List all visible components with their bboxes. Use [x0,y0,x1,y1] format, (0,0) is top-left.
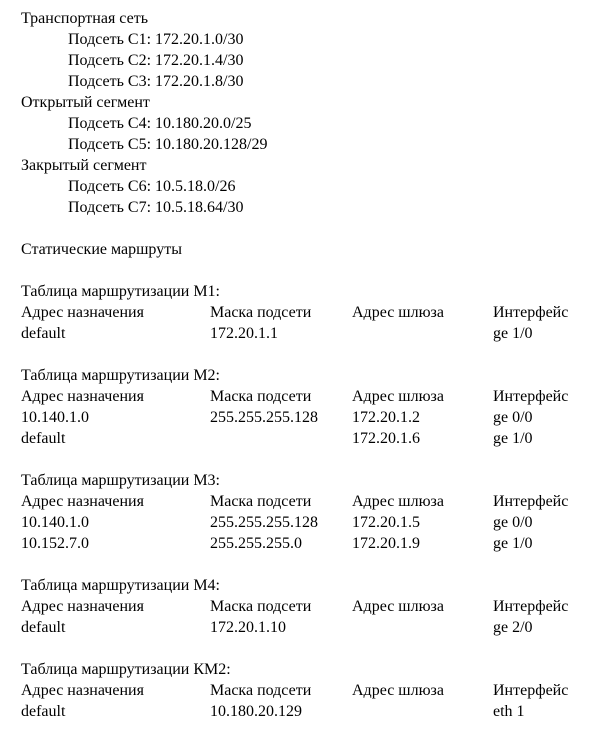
network-section [21,92,601,155]
network-sections [21,8,601,218]
table-header-row [21,680,601,701]
subnet-line: Подсеть С4: 10.180.20.0/25 [68,115,252,132]
column-header: Адрес шлюза [352,388,444,405]
column-header: Маска подсети [210,304,312,321]
column-header: Адрес назначения [21,388,144,405]
column-header: Интерфейс [493,598,569,615]
column-header: Интерфейс [493,388,569,405]
subnet-line: Подсеть С5: 10.180.20.128/29 [68,136,268,153]
table-cell: 10.140.1.0 [21,514,89,531]
table-cell: ge 2/0 [493,619,533,636]
table-cell: ge 1/0 [493,430,533,447]
table-row [21,512,601,533]
column-header: Адрес шлюза [352,493,444,510]
table-row [21,701,601,722]
table-title: Таблица маршрутизации КМ2: [21,661,231,678]
column-header: Интерфейс [493,304,569,321]
table-title: Таблица маршрутизации М2: [21,367,220,384]
column-header: Интерфейс [493,682,569,699]
table-cell: 10.180.20.129 [210,703,302,720]
column-header: Адрес шлюза [352,304,444,321]
table-cell: default [21,325,66,342]
spacer [21,449,601,470]
table-header-row [21,491,601,512]
routing-table [21,260,601,344]
table-cell: 172.20.1.10 [210,619,286,636]
table-cell: default [21,703,66,720]
table-cell: eth 1 [493,703,525,720]
routing-table [21,449,601,554]
table-cell: 10.152.7.0 [21,535,89,552]
table-cell: 255.255.255.128 [210,514,318,531]
table-row [21,428,601,449]
document [21,8,601,722]
subnet-line: Подсеть С2: 172.20.1.4/30 [68,52,244,69]
spacer [21,554,601,575]
table-cell: default [21,619,66,636]
routing-table [21,554,601,638]
table-row [21,407,601,428]
subnet-line: Подсеть С6: 10.5.18.0/26 [68,178,236,195]
table-header-row [21,302,601,323]
column-header: Адрес назначения [21,682,144,699]
subnet-line: Подсеть С7: 10.5.18.64/30 [68,199,244,216]
routing-table [21,344,601,449]
column-header: Маска подсети [210,598,312,615]
table-cell: 172.20.1.5 [352,514,420,531]
table-cell: ge 0/0 [493,409,533,426]
spacer [21,260,601,281]
column-header: Адрес шлюза [352,598,444,615]
network-section [21,8,601,92]
table-header-row [21,386,601,407]
network-section [21,155,601,218]
column-header: Маска подсети [210,682,312,699]
column-header: Адрес назначения [21,598,144,615]
table-row [21,323,601,344]
spacer [21,638,601,659]
table-cell: 172.20.1.2 [352,409,420,426]
subnet-line: Подсеть С1: 172.20.1.0/30 [68,31,244,48]
table-row [21,533,601,554]
column-header: Адрес шлюза [352,682,444,699]
section-title: Открытый сегмент [21,94,150,111]
subnet-line: Подсеть С3: 172.20.1.8/30 [68,73,244,90]
column-header: Адрес назначения [21,493,144,510]
table-header-row [21,596,601,617]
table-row [21,617,601,638]
table-cell: 172.20.1.9 [352,535,420,552]
routing-table [21,638,601,722]
table-title: Таблица маршрутизации М3: [21,472,220,489]
routing-tables [21,260,601,722]
spacer [21,218,601,239]
table-title: Таблица маршрутизации М4: [21,577,220,594]
routes-heading: Статические маршруты [21,241,182,258]
table-title: Таблица маршрутизации М1: [21,283,220,300]
column-header: Маска подсети [210,388,312,405]
table-cell: 172.20.1.1 [210,325,278,342]
section-title: Транспортная сеть [21,10,148,27]
table-cell: ge 1/0 [493,535,533,552]
section-title: Закрытый сегмент [21,157,147,174]
table-cell: 172.20.1.6 [352,430,420,447]
table-cell: ge 0/0 [493,514,533,531]
column-header: Маска подсети [210,493,312,510]
table-cell: default [21,430,66,447]
table-cell: 10.140.1.0 [21,409,89,426]
table-cell: 255.255.255.128 [210,409,318,426]
spacer [21,344,601,365]
column-header: Адрес назначения [21,304,144,321]
table-cell: ge 1/0 [493,325,533,342]
column-header: Интерфейс [493,493,569,510]
table-cell: 255.255.255.0 [210,535,302,552]
